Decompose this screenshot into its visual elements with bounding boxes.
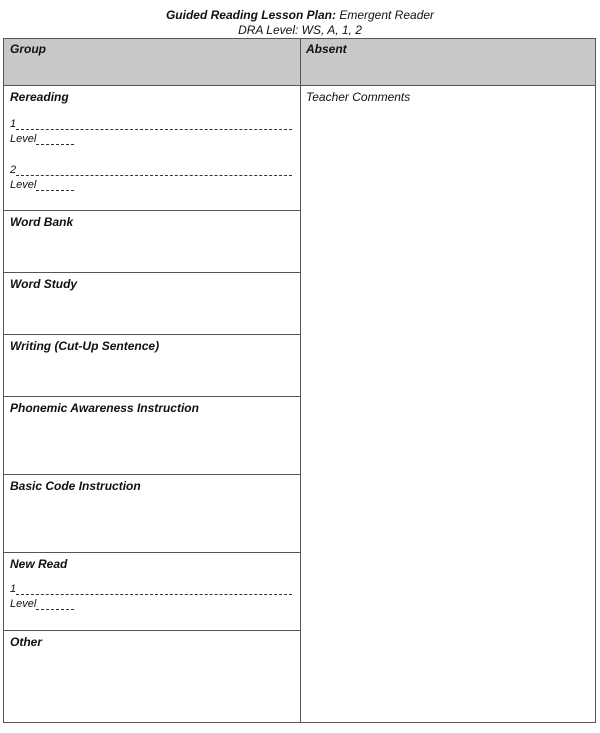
section-word-study	[4, 273, 300, 335]
column-divider	[300, 39, 301, 722]
new-read-line-1: 1	[10, 583, 292, 595]
reread-level-1: Level	[10, 133, 74, 145]
section-new-read	[4, 553, 300, 631]
absent-header: Absent	[306, 42, 347, 56]
teacher-comments-label: Teacher Comments	[306, 90, 411, 104]
section-title: Word Study	[10, 277, 78, 291]
section-title: Word Bank	[10, 215, 74, 229]
new-read-level: Level	[10, 598, 74, 610]
section-title: Phonemic Awareness Instruction	[10, 401, 199, 415]
reread-level-2: Level	[10, 179, 74, 191]
title-rest: Emergent Reader	[335, 8, 435, 22]
section-rereading	[4, 86, 300, 211]
lesson-plan-table	[3, 38, 596, 723]
document-subtitle: DRA Level: WS, A, 1, 2	[238, 23, 362, 37]
document-title	[0, 8, 600, 23]
reread-line-1: 1	[10, 118, 292, 130]
section-title: Basic Code Instruction	[10, 479, 141, 493]
section-word-bank	[4, 211, 300, 273]
section-title: New Read	[10, 557, 68, 571]
document-header	[0, 8, 600, 38]
section-title: Writing (Cut-Up Sentence)	[10, 339, 160, 353]
section-other	[4, 631, 300, 722]
section-writing	[4, 335, 300, 397]
title-bold: Guided Reading Lesson Plan:	[165, 8, 336, 22]
group-header: Group	[10, 42, 46, 56]
section-title: Other	[10, 635, 43, 649]
section-phonemic-awareness	[4, 397, 300, 475]
section-basic-code	[4, 475, 300, 553]
section-title: Rereading	[10, 90, 69, 104]
reread-line-2: 2	[10, 164, 292, 176]
